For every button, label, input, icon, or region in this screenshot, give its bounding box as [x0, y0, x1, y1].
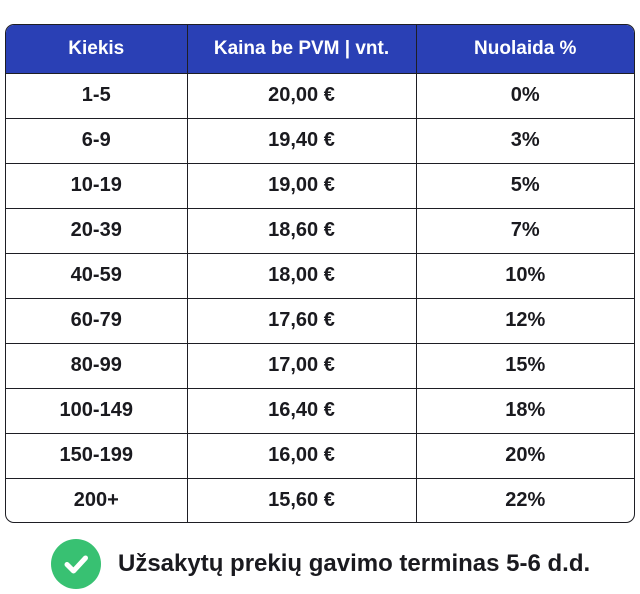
delivery-note-text: Užsakytų prekių gavimo terminas 5-6 d.d.: [118, 550, 591, 577]
cell-price: 15,60 €: [187, 478, 416, 523]
cell-discount: 10%: [416, 253, 634, 298]
table-header-row: [6, 25, 634, 73]
checkmark-icon: [61, 549, 91, 579]
table-body: [6, 73, 634, 523]
table-header: [6, 25, 634, 73]
table-row: [6, 433, 634, 478]
table-row: [6, 163, 634, 208]
cell-price: 20,00 €: [187, 73, 416, 118]
cell-discount: 3%: [416, 118, 634, 163]
cell-discount: 15%: [416, 343, 634, 388]
cell-quantity: 20-39: [6, 208, 187, 253]
table-row: [6, 253, 634, 298]
cell-quantity: 10-19: [6, 163, 187, 208]
cell-discount: 12%: [416, 298, 634, 343]
cell-quantity: 80-99: [6, 343, 187, 388]
cell-quantity: 60-79: [6, 298, 187, 343]
price-table: [6, 25, 634, 523]
table-row: [6, 478, 634, 523]
table-row: [6, 208, 634, 253]
cell-discount: 7%: [416, 208, 634, 253]
cell-price: 18,00 €: [187, 253, 416, 298]
table-row: [6, 298, 634, 343]
cell-price: 17,00 €: [187, 343, 416, 388]
cell-discount: 20%: [416, 433, 634, 478]
cell-price: 17,60 €: [187, 298, 416, 343]
column-header-price: Kaina be PVM | vnt.: [187, 25, 416, 73]
cell-discount: 18%: [416, 388, 634, 433]
table-row: [6, 118, 634, 163]
cell-quantity: 1-5: [81, 84, 111, 106]
delivery-note: [51, 539, 590, 589]
table-row: [6, 343, 634, 388]
table-row: [6, 73, 634, 118]
cell-quantity: 100-149: [6, 388, 187, 433]
cell-discount: 0%: [416, 73, 634, 118]
cell-price: 19,00 €: [187, 163, 416, 208]
column-header-quantity: Kiekis: [6, 25, 187, 73]
cell-quantity: 40-59: [6, 253, 187, 298]
cell-price: 19,40 €: [187, 118, 416, 163]
cell-quantity: 150-199: [6, 433, 187, 478]
cell-price: 16,00 €: [187, 433, 416, 478]
cell-quantity: 6-9: [6, 118, 187, 163]
cell-quantity: 200+: [6, 478, 187, 523]
price-table-container: [5, 24, 635, 523]
cell-price: 16,40 €: [187, 388, 416, 433]
table-row: [6, 388, 634, 433]
check-circle-icon: [51, 539, 101, 589]
cell-discount: 5%: [416, 163, 634, 208]
cell-price: 18,60 €: [187, 208, 416, 253]
column-header-discount: Nuolaida %: [416, 25, 634, 73]
cell-discount: 22%: [416, 478, 634, 523]
